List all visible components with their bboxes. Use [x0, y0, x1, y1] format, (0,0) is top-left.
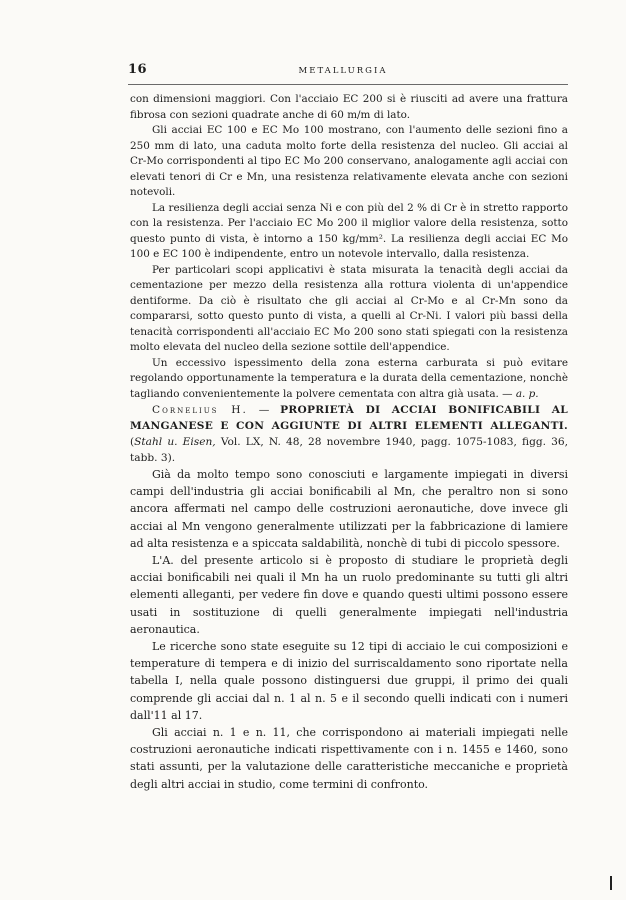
paragraph: Gli acciai n. 1 e n. 11, che corrispondono ai materiali impiegati nelle costruzioni aeronautiche indicati rispettivamente con i n. 1455 e 1460, sono stati assunti, per la valutazione delle caratteristiche meccaniche e proprietà degli altri acciai in studio, come termini di confronto.: [130, 726, 568, 791]
article-body: [130, 466, 568, 793]
paragraph: La resilienza degli acciai senza Ni e con più del 2 % di Cr è in stretto rapporto con la resistenza. Per l'acciaio EC Mo 200 il miglior valore della resistenza, sotto questo punto di vista, è intorno a 150 kg/mm². La resilienza degli acciai EC Mo 100 e EC 100 è indipendente, entro un notevole intervallo, dalla resistenza.: [130, 201, 568, 260]
paragraph: Per particolari scopi applicativi è stata misurata la tenacità degli acciai da cementazione per mezzo della resistenza alla rottura violenta di un'appendice dentiforme. Da ciò è risultato che gli acciai al Cr-Mo e al Cr-Mn sono da compararsi, sotto questo punto di vista, a quelli al Cr-Ni. I valori più bassi della tenacità corrispondenti all'acciaio EC Mo 200 sono stati spiegati con la resistenza molto elevata del nucleo della sezione sottile dell'appendice.: [130, 263, 568, 353]
reference-author: Cornelius H.: [152, 404, 248, 416]
page-header: [128, 62, 558, 82]
paragraph: Un eccessivo ispessimento della zona esterna carburata si può evitare regolando opportunamente la temperatura e la durata della cementazione, nonchè tagliando convenientemente la polvere cementata con altra già usata. —: [130, 356, 568, 400]
reference-citation: Vol. LX, N. 48, 28 novembre 1940, pagg. 1075-1083, figg. 36, tabb. 3).: [130, 436, 569, 464]
bibliographic-reference: Cornelius H. — PROPRIETÀ DI ACCIAI BONIFICABILI AL MANGANESE E CON AGGIUNTE DI ALTRI ELEMENTI ALLEGANTI. (Stahl u. Eisen, Vol. LX, N. 48, 28 novembre 1940, pagg. 1075-1083, figg. 36, tabb. 3).: [130, 404, 569, 464]
paragraph: Gli acciai EC 100 e EC Mo 100 mostrano, con l'aumento delle sezioni fino a 250 mm di lato, una caduta molto forte della resistenza del nucleo. Gli acciai al Cr-Mo corrispondenti al tipo EC Mo 200 conservano, analogamente agli acciai con elevati tenori di Cr e Mn, una resistenza relativamente elevata anche con sezioni notevoli.: [130, 124, 568, 198]
page-number: 16: [128, 62, 148, 77]
paragraph: con dimensioni maggiori. Con l'acciaio EC 200 si è riusciti ad avere una frattura fibrosa con sezioni quadrate anche di 60 m/m di lato.: [130, 93, 568, 121]
reference-journal: Stahl u. Eisen,: [134, 436, 216, 448]
page-body: [130, 92, 568, 793]
paragraph: Le ricerche sono state eseguite su 12 tipi di acciaio le cui composizioni e temperature di tempera e di inizio del surriscaldamento sono riportate nella tabella I, nella quale possono distinguersi due gruppi, il primo dei quali comprende gli acciai dal n. 1 al n. 5 e il secondo quelli indicati con i numeri dall'11 al 17.: [130, 640, 568, 722]
running-head: METALLURGIA: [298, 66, 388, 76]
paragraph: L'A. del presente articolo si è proposto di studiare le proprietà degli acciai bonificabili nei quali il Mn ha un ruolo predominante su tutti gli altri elementi alleganti, per vedere fin dove e quando questi ultimi possono essere usati in sostituzione di quelli generalmente impiegati nell'industria aeronautica.: [130, 554, 568, 636]
reference-title: PROPRIETÀ DI ACCIAI BONIFICABILI AL MANGANESE E CON AGGIUNTE DI ALTRI ELEMENTI ALLEGANTI.: [130, 404, 568, 432]
paragraph: Già da molto tempo sono conosciuti e largamente impiegati in diversi campi dell'industria gli acciai bonificabili al Mn, che peraltro non si sono ancora affermati nel campo delle costruzioni aeronautiche, dove invece gli acciai al Mn vengono generalmente utilizzati per la fabbricazione di lamiere ad alta resistenza e a spiccata saldabilità, nonchè di tubi di piccolo spessore.: [130, 468, 568, 550]
signature: a. p.: [515, 387, 539, 400]
header-rule: [128, 84, 568, 85]
reference-dash: —: [247, 404, 281, 416]
paragraph-with-signature: [130, 356, 568, 403]
margin-mark: [610, 876, 612, 890]
